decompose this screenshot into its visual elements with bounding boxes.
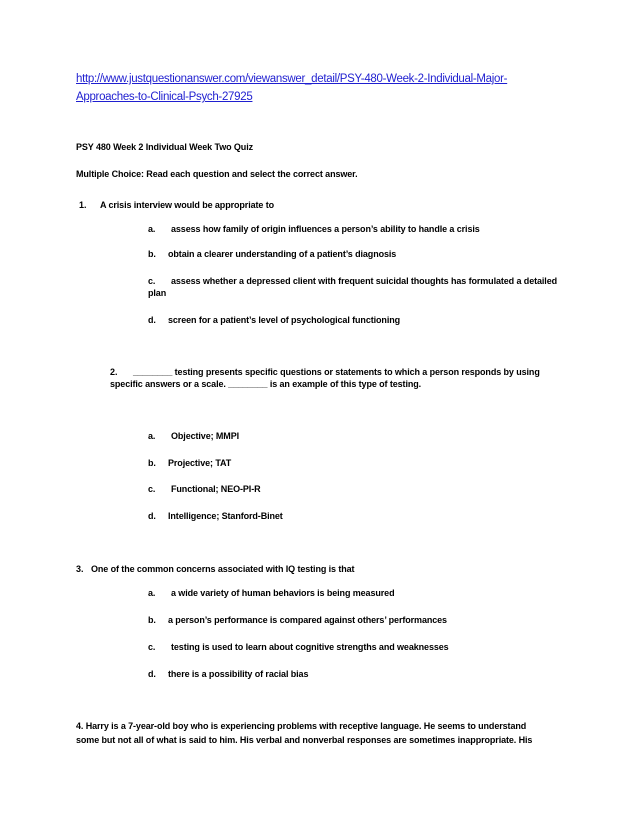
q1-option-d-text: screen for a patient’s level of psychological functioning	[168, 315, 401, 325]
quiz-instructions: Multiple Choice: Read each question and select the correct answer.	[76, 169, 358, 179]
source-link[interactable]	[76, 70, 556, 106]
q1-number: 1.	[79, 200, 87, 210]
q1-option-c-text: assess whether a depressed client with frequent suicidal thoughts has formulated a detailed plan	[148, 276, 557, 298]
q2-text: ________ testing presents specific questions or statements to which a person responds by using specific answers or a scale. ________ is an example of this type of testing.	[110, 367, 540, 389]
q1-option-b-text: obtain a clearer understanding of a patient’s diagnosis	[168, 249, 397, 259]
q2-option-a-text: Objective; MMPI	[171, 431, 240, 441]
q1-option-a-letter: a.	[148, 224, 156, 234]
q1-option-c-letter: c.	[148, 276, 156, 286]
q1-option-d-letter: d.	[148, 315, 156, 325]
q3-option-a-text: a wide variety of human behaviors is being measured	[171, 588, 395, 598]
q2-option-b-letter: b.	[148, 458, 156, 468]
q4-text-line1: 4. Harry is a 7-year-old boy who is experiencing problems with receptive language. He seems to understand	[76, 721, 527, 731]
source-link-line2[interactable]: Approaches-to-Clinical-Psych-27925	[76, 91, 253, 103]
q2-option-d-text: Intelligence; Stanford-Binet	[168, 511, 283, 521]
q3-text: One of the common concerns associated with IQ testing is that	[91, 564, 355, 574]
q4-text-line2: some but not all of what is said to him. His verbal and nonverbal responses are sometimes inappropriate. His	[76, 735, 533, 745]
q2-option-d-letter: d.	[148, 511, 156, 521]
q3-option-c-text: testing is used to learn about cognitive strengths and weaknesses	[171, 642, 449, 652]
q3-number: 3.	[76, 564, 84, 574]
q3-option-c-letter: c.	[148, 642, 156, 652]
q3-option-b-text: a person’s performance is compared against others’ performances	[168, 615, 447, 625]
q2-option-a-letter: a.	[148, 431, 156, 441]
q2-option-c-text: Functional; NEO-PI-R	[171, 484, 261, 494]
q2-option-b-text: Projective; TAT	[168, 458, 232, 468]
q3-option-d-letter: d.	[148, 669, 156, 679]
source-link-line1[interactable]: http://www.justquestionanswer.com/viewanswer_detail/PSY-480-Week-2-Individual-Major-	[76, 73, 508, 85]
q3-option-d-text: there is a possibility of racial bias	[168, 669, 309, 679]
q2-number: 2.	[110, 367, 118, 377]
q2-option-c-letter: c.	[148, 484, 156, 494]
quiz-title: PSY 480 Week 2 Individual Week Two Quiz	[76, 142, 253, 152]
q1-option-b-letter: b.	[148, 249, 156, 259]
q3-option-a-letter: a.	[148, 588, 156, 598]
q1-option-a-text: assess how family of origin influences a person’s ability to handle a crisis	[171, 224, 480, 234]
q3-option-b-letter: b.	[148, 615, 156, 625]
q1-text: A crisis interview would be appropriate to	[100, 200, 275, 210]
